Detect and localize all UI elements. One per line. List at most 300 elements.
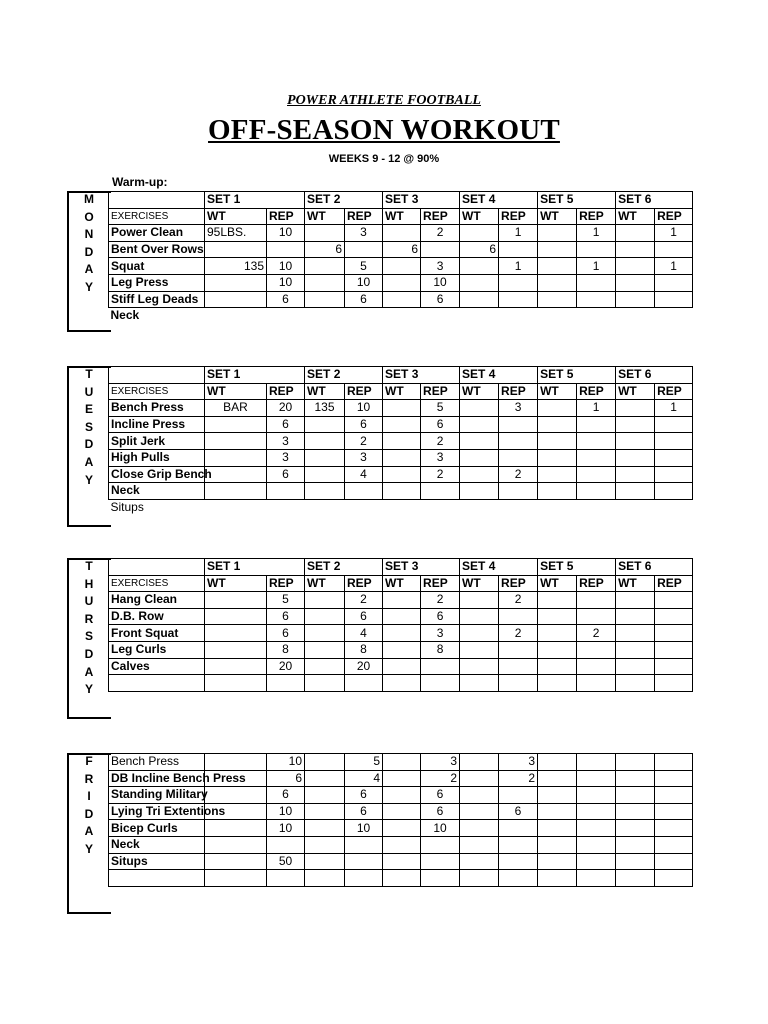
rep-cell bbox=[577, 754, 616, 771]
rep-cell: 6 bbox=[345, 803, 383, 820]
table-row bbox=[109, 625, 693, 642]
table-row bbox=[109, 258, 693, 275]
table-row bbox=[109, 675, 693, 692]
weight-cell bbox=[205, 274, 267, 291]
rep-cell: 2 bbox=[499, 466, 538, 483]
weight-cell bbox=[383, 625, 421, 642]
thursday-wt-header: WT bbox=[383, 575, 421, 592]
weight-cell bbox=[383, 803, 421, 820]
exercise-name: High Pulls bbox=[109, 449, 205, 466]
rep-cell: 6 bbox=[267, 625, 305, 642]
weight-cell bbox=[616, 787, 655, 804]
weight-cell bbox=[460, 836, 499, 853]
rep-cell: 1 bbox=[655, 258, 693, 275]
rep-cell bbox=[655, 787, 693, 804]
exercise-name: Leg Curls bbox=[109, 641, 205, 658]
weight-cell bbox=[383, 449, 421, 466]
weight-cell bbox=[305, 592, 345, 609]
table-row bbox=[109, 483, 693, 500]
weight-cell bbox=[305, 820, 345, 837]
weight-cell bbox=[305, 466, 345, 483]
table-row bbox=[109, 400, 693, 417]
rep-cell bbox=[655, 836, 693, 853]
monday-day-letter: N bbox=[84, 227, 94, 242]
thursday-day-letter: D bbox=[84, 646, 94, 661]
exercise-name: Situps bbox=[109, 499, 205, 515]
table-row bbox=[109, 592, 693, 609]
table-row bbox=[109, 416, 693, 433]
friday-table bbox=[108, 753, 693, 887]
weight-cell bbox=[538, 625, 577, 642]
thursday-rep-header: REP bbox=[655, 575, 693, 592]
tuesday-set-header: SET 4 bbox=[460, 367, 538, 384]
table-row bbox=[109, 803, 693, 820]
rep-cell: 2 bbox=[345, 592, 383, 609]
weight-cell bbox=[383, 641, 421, 658]
rep-cell: 10 bbox=[345, 400, 383, 417]
weight-cell bbox=[616, 641, 655, 658]
thursday-rep-header: REP bbox=[577, 575, 616, 592]
rep-cell: 10 bbox=[345, 820, 383, 837]
rep-cell bbox=[499, 483, 538, 500]
exercise-name: Bench Press bbox=[109, 400, 205, 417]
thursday-wt-header: WT bbox=[305, 575, 345, 592]
weight-cell bbox=[305, 416, 345, 433]
rep-cell bbox=[577, 592, 616, 609]
exercise-name: D.B. Row bbox=[109, 608, 205, 625]
thursday-set-header: SET 6 bbox=[616, 559, 693, 576]
rep-cell bbox=[421, 675, 460, 692]
weight-cell bbox=[305, 608, 345, 625]
weight-cell bbox=[538, 608, 577, 625]
rep-cell bbox=[499, 820, 538, 837]
rep-cell bbox=[655, 449, 693, 466]
rep-cell: 5 bbox=[345, 754, 383, 771]
rep-cell: 6 bbox=[267, 416, 305, 433]
rep-cell: 6 bbox=[345, 608, 383, 625]
rep-cell bbox=[267, 241, 305, 258]
warmup-label: Warm-up: bbox=[112, 175, 168, 189]
rep-cell: 3 bbox=[421, 449, 460, 466]
rep-cell: 3 bbox=[345, 225, 383, 242]
weight-cell bbox=[616, 608, 655, 625]
page-title: OFF-SEASON WORKOUT bbox=[208, 114, 560, 146]
rep-cell: 20 bbox=[345, 658, 383, 675]
monday-wt-header: WT bbox=[538, 208, 577, 225]
weight-cell bbox=[460, 820, 499, 837]
rep-cell: 20 bbox=[267, 658, 305, 675]
rep-cell: 3 bbox=[345, 449, 383, 466]
tuesday-rep-header: REP bbox=[655, 383, 693, 400]
rep-cell bbox=[655, 241, 693, 258]
rep-cell bbox=[345, 675, 383, 692]
rep-cell bbox=[577, 770, 616, 787]
monday-day-letters bbox=[69, 191, 109, 297]
rep-cell bbox=[577, 449, 616, 466]
table-row bbox=[109, 225, 693, 242]
rep-cell: 10 bbox=[421, 820, 460, 837]
monday-set-header: SET 3 bbox=[383, 192, 460, 209]
weight-cell bbox=[205, 483, 267, 500]
weight-cell bbox=[205, 625, 267, 642]
weight-cell bbox=[383, 820, 421, 837]
rep-cell: 8 bbox=[267, 641, 305, 658]
thursday-exercises-header: EXERCISES bbox=[109, 575, 205, 592]
rep-cell bbox=[499, 641, 538, 658]
rep-cell bbox=[655, 274, 693, 291]
thursday-rep-header: REP bbox=[345, 575, 383, 592]
monday-rep-header: REP bbox=[655, 208, 693, 225]
friday-day-letter: R bbox=[84, 771, 94, 786]
weight-cell bbox=[616, 400, 655, 417]
thursday-day-letter: Y bbox=[84, 682, 93, 697]
tuesday-rep-header: REP bbox=[421, 383, 460, 400]
rep-cell bbox=[345, 836, 383, 853]
monday-set-header: SET 1 bbox=[205, 192, 305, 209]
thursday-set-row bbox=[109, 559, 693, 576]
rep-cell: 2 bbox=[421, 592, 460, 609]
monday-day-letter: O bbox=[84, 209, 94, 224]
weight-cell bbox=[538, 433, 577, 450]
rep-cell: 2 bbox=[421, 770, 460, 787]
weight-cell bbox=[616, 625, 655, 642]
rep-cell bbox=[577, 870, 616, 887]
table-row bbox=[109, 433, 693, 450]
rep-cell: 8 bbox=[345, 641, 383, 658]
rep-cell bbox=[577, 641, 616, 658]
monday-set-header: SET 6 bbox=[616, 192, 693, 209]
exercise-name: Split Jerk bbox=[109, 433, 205, 450]
monday-wt-header: WT bbox=[305, 208, 345, 225]
rep-cell bbox=[655, 592, 693, 609]
thursday-wt-header: WT bbox=[205, 575, 267, 592]
thursday-wt-header: WT bbox=[616, 575, 655, 592]
tuesday-rep-header: REP bbox=[499, 383, 538, 400]
table-row bbox=[109, 608, 693, 625]
rep-cell bbox=[655, 658, 693, 675]
weight-cell bbox=[383, 400, 421, 417]
weight-cell bbox=[205, 641, 267, 658]
monday-rep-header: REP bbox=[345, 208, 383, 225]
monday-wt-header: WT bbox=[205, 208, 267, 225]
tuesday-day-box bbox=[67, 366, 111, 527]
tuesday-day-letters bbox=[69, 366, 109, 489]
monday-set-header: SET 2 bbox=[305, 192, 383, 209]
weight-cell bbox=[305, 291, 345, 308]
rep-cell: 6 bbox=[267, 291, 305, 308]
rep-cell: 6 bbox=[267, 787, 305, 804]
rep-cell: 50 bbox=[267, 853, 305, 870]
weight-cell bbox=[383, 787, 421, 804]
exercise-name: Situps bbox=[109, 853, 205, 870]
weight-cell bbox=[460, 787, 499, 804]
weight-cell bbox=[383, 870, 421, 887]
weight-cell bbox=[616, 258, 655, 275]
rep-cell bbox=[655, 483, 693, 500]
rep-cell: 6 bbox=[421, 608, 460, 625]
weight-cell bbox=[538, 449, 577, 466]
tuesday-day-letter: D bbox=[84, 437, 94, 452]
weight-cell bbox=[205, 836, 267, 853]
rep-cell bbox=[655, 803, 693, 820]
weight-cell bbox=[538, 466, 577, 483]
rep-cell bbox=[499, 658, 538, 675]
rep-cell bbox=[577, 483, 616, 500]
tuesday-exercises-header: EXERCISES bbox=[109, 383, 205, 400]
monday-day-letter: Y bbox=[84, 279, 93, 294]
rep-cell bbox=[345, 483, 383, 500]
rep-cell bbox=[655, 608, 693, 625]
rep-cell bbox=[345, 870, 383, 887]
table-row bbox=[109, 754, 693, 771]
weight-cell bbox=[616, 820, 655, 837]
table-row bbox=[109, 853, 693, 870]
weight-cell bbox=[538, 291, 577, 308]
weight-cell bbox=[205, 449, 267, 466]
subtitle: POWER ATHLETE FOOTBALL bbox=[287, 93, 481, 108]
weight-cell bbox=[460, 853, 499, 870]
rep-cell bbox=[499, 433, 538, 450]
weight-cell bbox=[538, 225, 577, 242]
exercise-name: Neck bbox=[109, 308, 205, 324]
weight-cell bbox=[383, 592, 421, 609]
weeks-label: WEEKS 9 - 12 @ 90% bbox=[328, 153, 440, 165]
weight-cell: 6 bbox=[383, 241, 421, 258]
table-row bbox=[109, 870, 693, 887]
rep-cell bbox=[421, 836, 460, 853]
thursday-set-header: SET 2 bbox=[305, 559, 383, 576]
thursday-day-letter: A bbox=[84, 664, 94, 679]
weight-cell bbox=[616, 803, 655, 820]
rep-cell bbox=[577, 853, 616, 870]
rep-cell: 6 bbox=[345, 416, 383, 433]
rep-cell bbox=[655, 853, 693, 870]
rep-cell: 10 bbox=[267, 803, 305, 820]
weight-cell bbox=[305, 433, 345, 450]
weight-cell bbox=[616, 754, 655, 771]
weight-cell bbox=[538, 870, 577, 887]
weight-cell bbox=[305, 754, 345, 771]
rep-cell: 2 bbox=[421, 225, 460, 242]
rep-cell bbox=[655, 433, 693, 450]
rep-cell bbox=[499, 416, 538, 433]
rep-cell bbox=[499, 787, 538, 804]
weight-cell bbox=[616, 433, 655, 450]
thursday-set-blank bbox=[109, 559, 205, 576]
rep-cell: 3 bbox=[421, 754, 460, 771]
exercise-name: Leg Press bbox=[109, 274, 205, 291]
exercise-name: Neck bbox=[109, 836, 205, 853]
rep-cell: 1 bbox=[577, 258, 616, 275]
weight-cell bbox=[616, 675, 655, 692]
rep-cell: 1 bbox=[577, 225, 616, 242]
thursday-set-header: SET 1 bbox=[205, 559, 305, 576]
weight-cell bbox=[538, 787, 577, 804]
rep-cell bbox=[421, 658, 460, 675]
friday-day-letter: D bbox=[84, 806, 94, 821]
rep-cell bbox=[577, 291, 616, 308]
rep-cell bbox=[499, 836, 538, 853]
exercise-name: Power Clean bbox=[109, 225, 205, 242]
rep-cell bbox=[577, 241, 616, 258]
rep-cell: 2 bbox=[577, 625, 616, 642]
monday-day-letter: A bbox=[84, 262, 94, 277]
exercise-name: Neck bbox=[109, 483, 205, 500]
weight-cell bbox=[305, 449, 345, 466]
rep-cell bbox=[499, 274, 538, 291]
rep-cell bbox=[499, 449, 538, 466]
weight-cell bbox=[305, 675, 345, 692]
weight-cell bbox=[205, 820, 267, 837]
rep-cell bbox=[655, 675, 693, 692]
exercise-name: Squat bbox=[109, 258, 205, 275]
tuesday-wt-header: WT bbox=[538, 383, 577, 400]
table-row bbox=[109, 770, 693, 787]
tuesday-set-header: SET 6 bbox=[616, 367, 693, 384]
tuesday-wt-header: WT bbox=[460, 383, 499, 400]
rep-cell: 2 bbox=[421, 433, 460, 450]
rep-cell bbox=[499, 608, 538, 625]
weight-cell: 6 bbox=[305, 241, 345, 258]
exercise-name bbox=[109, 870, 205, 887]
weight-cell bbox=[305, 770, 345, 787]
rep-cell: 6 bbox=[421, 291, 460, 308]
tuesday-day-letter: A bbox=[84, 454, 94, 469]
tuesday-day-letter: U bbox=[84, 384, 94, 399]
thursday-set-header: SET 5 bbox=[538, 559, 616, 576]
rep-cell bbox=[655, 416, 693, 433]
weight-cell bbox=[460, 416, 499, 433]
friday-day-letter: I bbox=[87, 789, 91, 804]
weight-cell bbox=[460, 449, 499, 466]
monday-rep-header: REP bbox=[577, 208, 616, 225]
weight-cell bbox=[538, 853, 577, 870]
tuesday-day-letter: E bbox=[84, 402, 93, 417]
rep-cell: 6 bbox=[421, 787, 460, 804]
weight-cell bbox=[538, 754, 577, 771]
tuesday-wt-header: WT bbox=[305, 383, 345, 400]
weight-cell bbox=[383, 658, 421, 675]
monday-final-row bbox=[109, 308, 693, 324]
rep-cell: 10 bbox=[267, 754, 305, 771]
exercise-name: Close Grip Bench bbox=[109, 466, 205, 483]
weight-cell bbox=[383, 416, 421, 433]
tuesday-set-row bbox=[109, 367, 693, 384]
tuesday-wt-header: WT bbox=[383, 383, 421, 400]
monday-wt-header: WT bbox=[616, 208, 655, 225]
weight-cell bbox=[383, 675, 421, 692]
weight-cell bbox=[460, 466, 499, 483]
tuesday-day-letter: T bbox=[85, 367, 93, 381]
weight-cell bbox=[538, 803, 577, 820]
monday-day-letter: M bbox=[84, 192, 94, 206]
weight-cell: 135 bbox=[205, 258, 267, 275]
exercise-name: Stiff Leg Deads bbox=[109, 291, 205, 308]
tuesday-rep-header: REP bbox=[345, 383, 383, 400]
thursday-table bbox=[108, 558, 693, 692]
rep-cell bbox=[421, 483, 460, 500]
rep-cell bbox=[577, 433, 616, 450]
thursday-day-letter: R bbox=[84, 611, 94, 626]
rep-cell: 3 bbox=[421, 258, 460, 275]
tuesday-set-header: SET 5 bbox=[538, 367, 616, 384]
rep-cell bbox=[577, 820, 616, 837]
weight-cell bbox=[460, 433, 499, 450]
tuesday-set-header: SET 1 bbox=[205, 367, 305, 384]
friday-day-letter: A bbox=[84, 824, 94, 839]
weight-cell bbox=[538, 592, 577, 609]
weight-cell bbox=[460, 592, 499, 609]
tuesday-set-header: SET 2 bbox=[305, 367, 383, 384]
weight-cell bbox=[305, 274, 345, 291]
table-row bbox=[109, 291, 693, 308]
weight-cell bbox=[538, 675, 577, 692]
tuesday-set-header: SET 3 bbox=[383, 367, 460, 384]
thursday-day-letter: S bbox=[84, 629, 93, 644]
monday-exercises-header: EXERCISES bbox=[109, 208, 205, 225]
exercise-name: Standing Military bbox=[109, 787, 205, 804]
weight-cell bbox=[383, 608, 421, 625]
rep-cell: 6 bbox=[345, 291, 383, 308]
weight-cell bbox=[616, 291, 655, 308]
thursday-wt-header: WT bbox=[538, 575, 577, 592]
exercise-name: Front Squat bbox=[109, 625, 205, 642]
weight-cell: 135 bbox=[305, 400, 345, 417]
weight-cell: BAR bbox=[205, 400, 267, 417]
rep-cell bbox=[499, 675, 538, 692]
rep-cell: 4 bbox=[345, 770, 383, 787]
weight-cell bbox=[616, 870, 655, 887]
rep-cell: 8 bbox=[421, 641, 460, 658]
weight-cell bbox=[616, 416, 655, 433]
weight-cell bbox=[383, 853, 421, 870]
rep-cell bbox=[267, 675, 305, 692]
monday-wt-header: WT bbox=[383, 208, 421, 225]
rep-cell: 10 bbox=[267, 225, 305, 242]
tuesday-set-blank bbox=[109, 367, 205, 384]
rep-cell: 2 bbox=[499, 625, 538, 642]
rep-cell: 1 bbox=[577, 400, 616, 417]
weight-cell bbox=[305, 787, 345, 804]
tuesday-wt-header: WT bbox=[616, 383, 655, 400]
weight-cell bbox=[383, 274, 421, 291]
weight-cell bbox=[460, 274, 499, 291]
rep-cell: 6 bbox=[421, 416, 460, 433]
rep-cell: 10 bbox=[267, 274, 305, 291]
weight-cell bbox=[383, 754, 421, 771]
rep-cell bbox=[655, 625, 693, 642]
table-row bbox=[109, 466, 693, 483]
rep-cell: 3 bbox=[267, 449, 305, 466]
table-row bbox=[109, 787, 693, 804]
weight-cell bbox=[205, 870, 267, 887]
rep-cell bbox=[655, 754, 693, 771]
weight-cell bbox=[460, 400, 499, 417]
weight-cell bbox=[460, 870, 499, 887]
rep-cell bbox=[655, 291, 693, 308]
rep-cell: 10 bbox=[267, 820, 305, 837]
rep-cell bbox=[577, 803, 616, 820]
rep-cell bbox=[655, 466, 693, 483]
rep-cell: 1 bbox=[499, 258, 538, 275]
rep-cell: 4 bbox=[345, 466, 383, 483]
weight-cell bbox=[460, 608, 499, 625]
monday-rep-header: REP bbox=[267, 208, 305, 225]
thursday-rep-header: REP bbox=[421, 575, 460, 592]
rep-cell bbox=[499, 241, 538, 258]
rep-cell bbox=[577, 274, 616, 291]
exercise-name: DB Incline Bench Press bbox=[109, 770, 205, 787]
